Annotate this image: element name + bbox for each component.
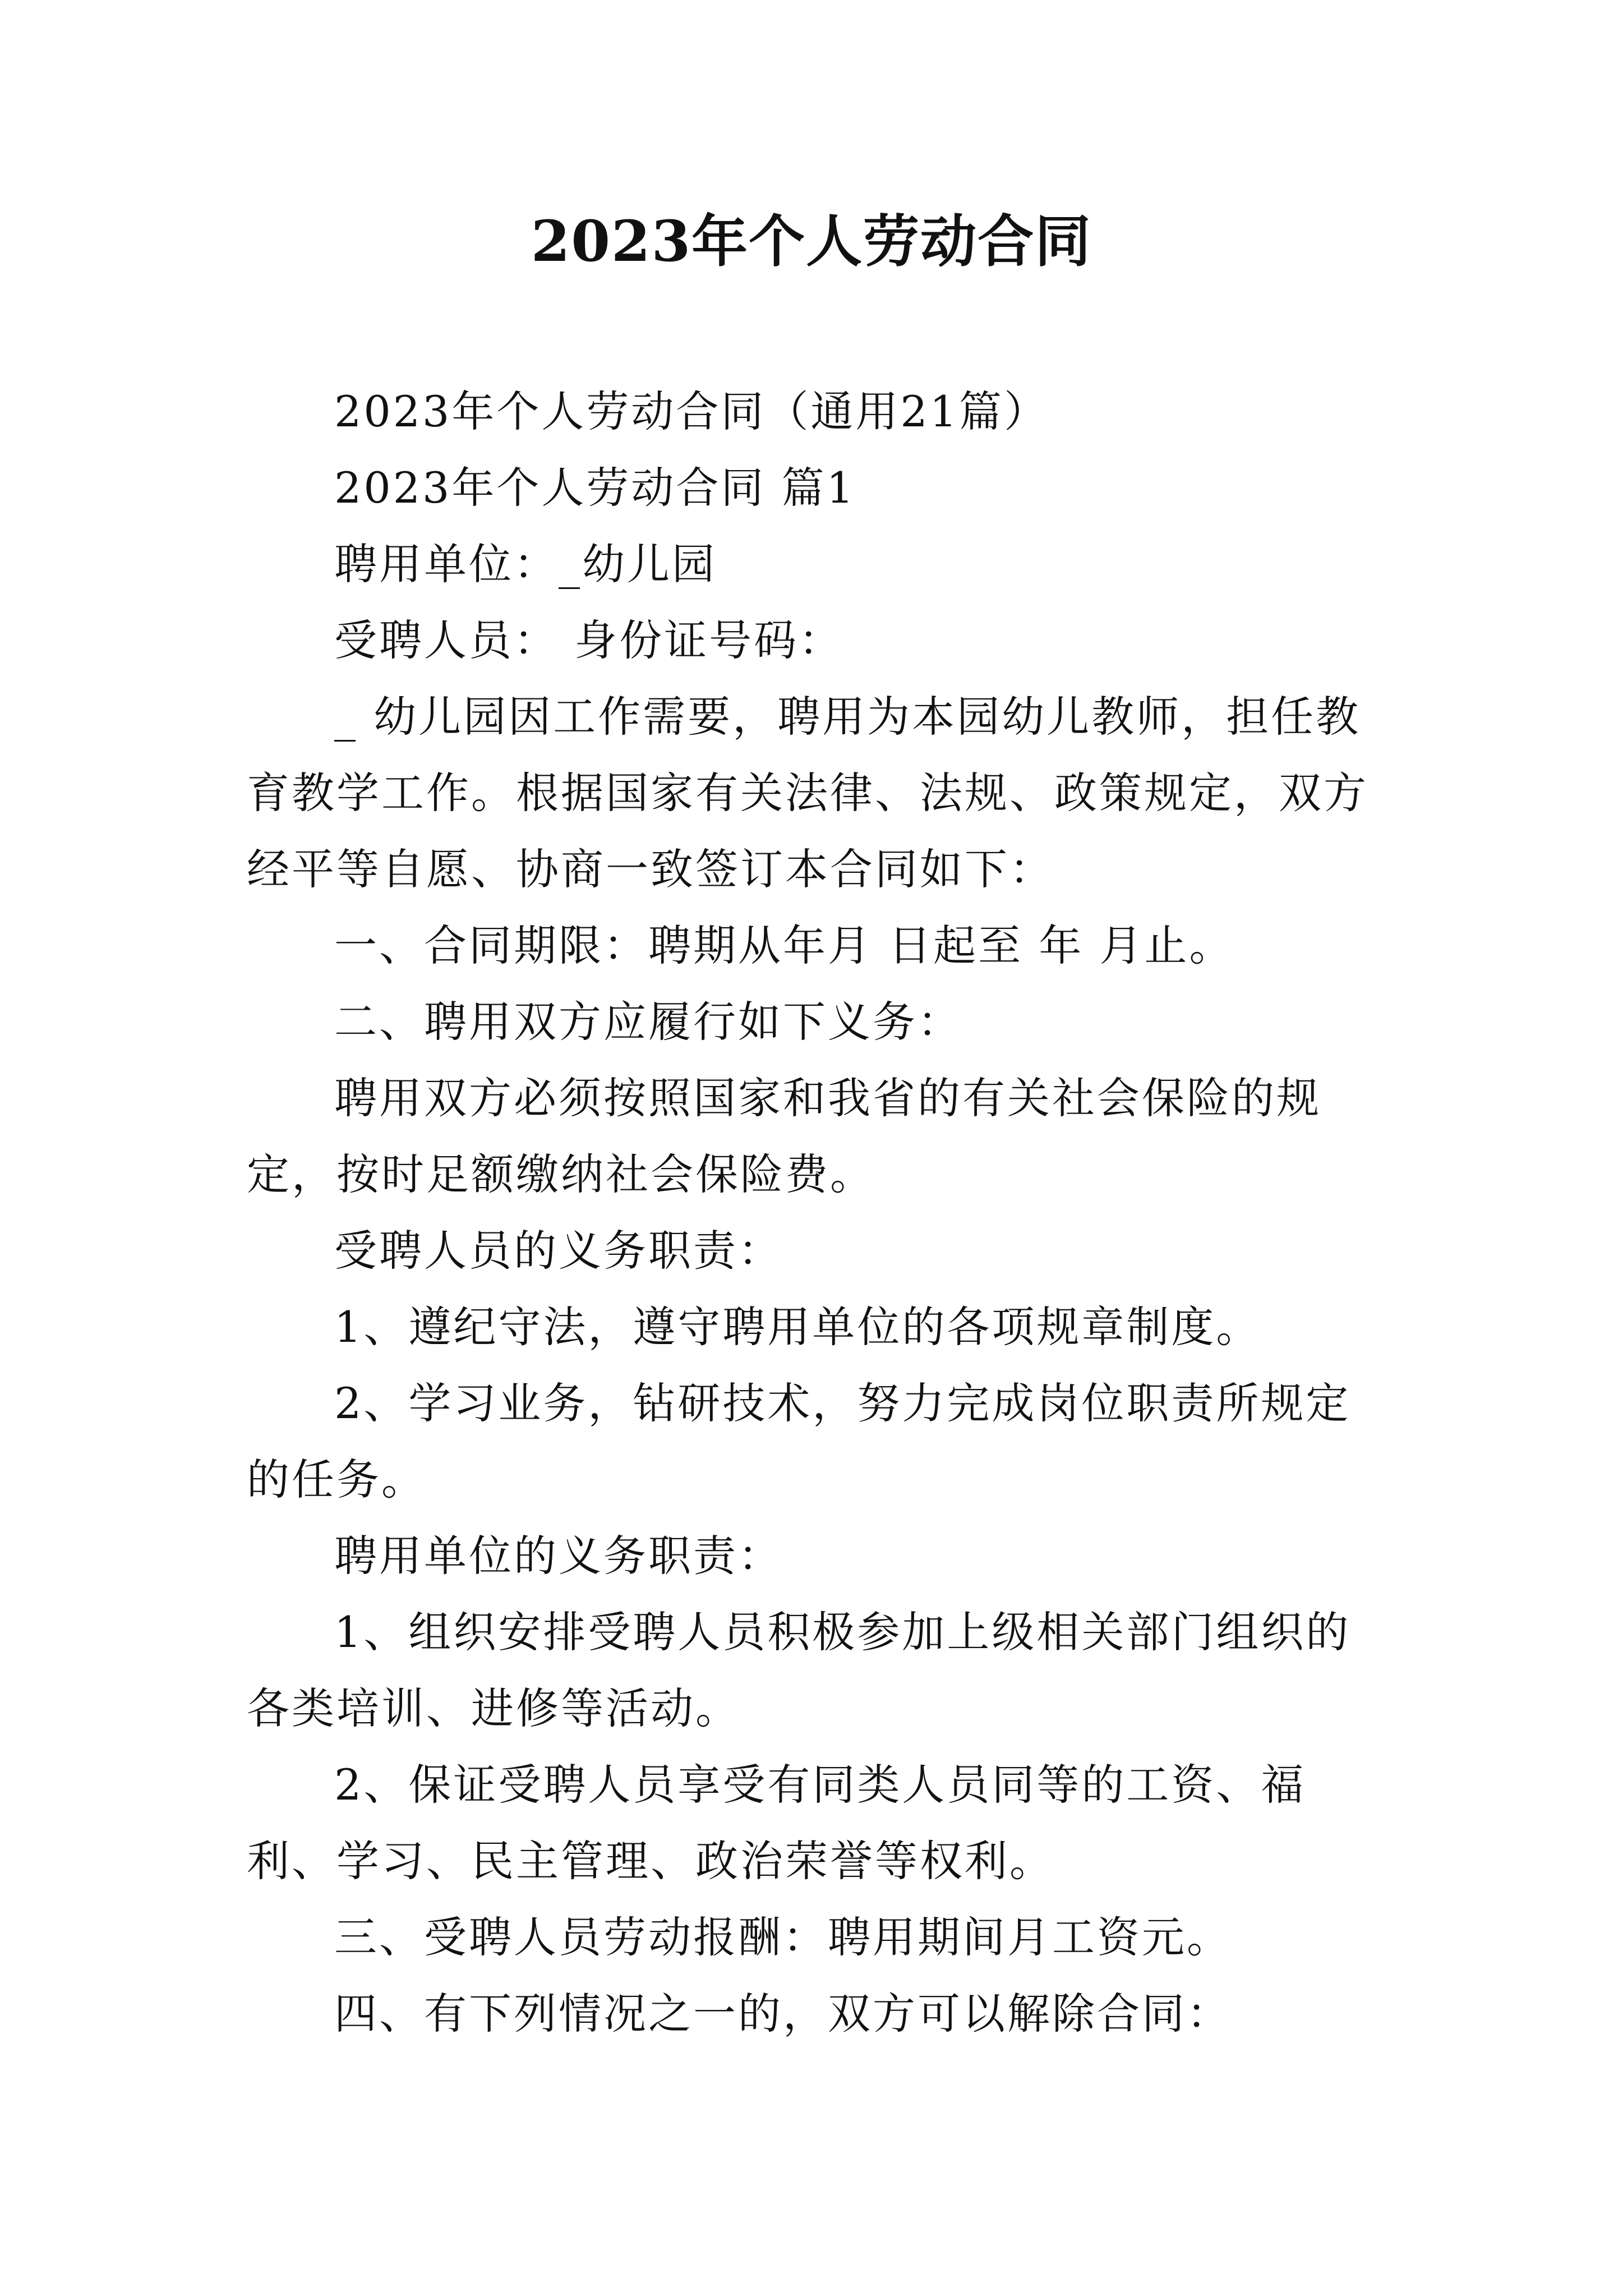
document-body [247, 374, 1391, 2052]
paragraph-intro: _ 幼儿园因工作需要，聘用为本园幼儿教师，担任教育教学工作。根据国家有关法律、法规、政策规定，双方经平等自愿、协商一致签订本合同如下： [247, 692, 1368, 894]
paragraph-social-insurance: 聘用双方必须按照国家和我省的有关社会保险的规定，按时足额缴纳社会保险费。 [247, 1073, 1321, 1199]
paragraph-employer-duties-heading: 聘用单位的义务职责： [334, 1531, 783, 1581]
paragraph-employee-duty-2: 2、学习业务，钻研技术，努力完成岗位职责所规定的任务。 [247, 1378, 1351, 1504]
paragraph-remuneration: 三、受聘人员劳动报酬：聘用期间月工资元。 [334, 1912, 1232, 1962]
paragraph-employer-duty-1: 1、组织安排受聘人员积极参加上级相关部门组织的各类培训、进修等活动。 [247, 1607, 1351, 1733]
paragraph-termination: 四、有下列情况之一的，双方可以解除合同： [334, 1989, 1232, 2039]
paragraph-employee-duties-heading: 受聘人员的义务职责： [334, 1226, 783, 1276]
paragraph-subtitle: 2023年个人劳动合同（通用21篇） [334, 386, 1049, 436]
paragraph-term: 一、合同期限：聘期从年月 日起至 年 月止。 [334, 921, 1234, 970]
document-title: 2023年个人劳动合同 [531, 208, 1092, 274]
paragraph-employee-duty-1: 1、遵纪守法，遵守聘用单位的各项规章制度。 [334, 1302, 1261, 1352]
paragraph-employer-duty-2: 2、保证受聘人员享受有同类人员同等的工资、福利、学习、民主管理、政治荣誉等权利。 [247, 1760, 1306, 1886]
paragraph-employee: 受聘人员： 身份证号码： [334, 615, 844, 665]
paragraph-section-heading: 2023年个人劳动合同 篇1 [334, 463, 856, 513]
paragraph-employer: 聘用单位：_幼儿园 [334, 539, 717, 589]
paragraph-obligations-heading: 二、聘用双方应履行如下义务： [334, 997, 962, 1047]
